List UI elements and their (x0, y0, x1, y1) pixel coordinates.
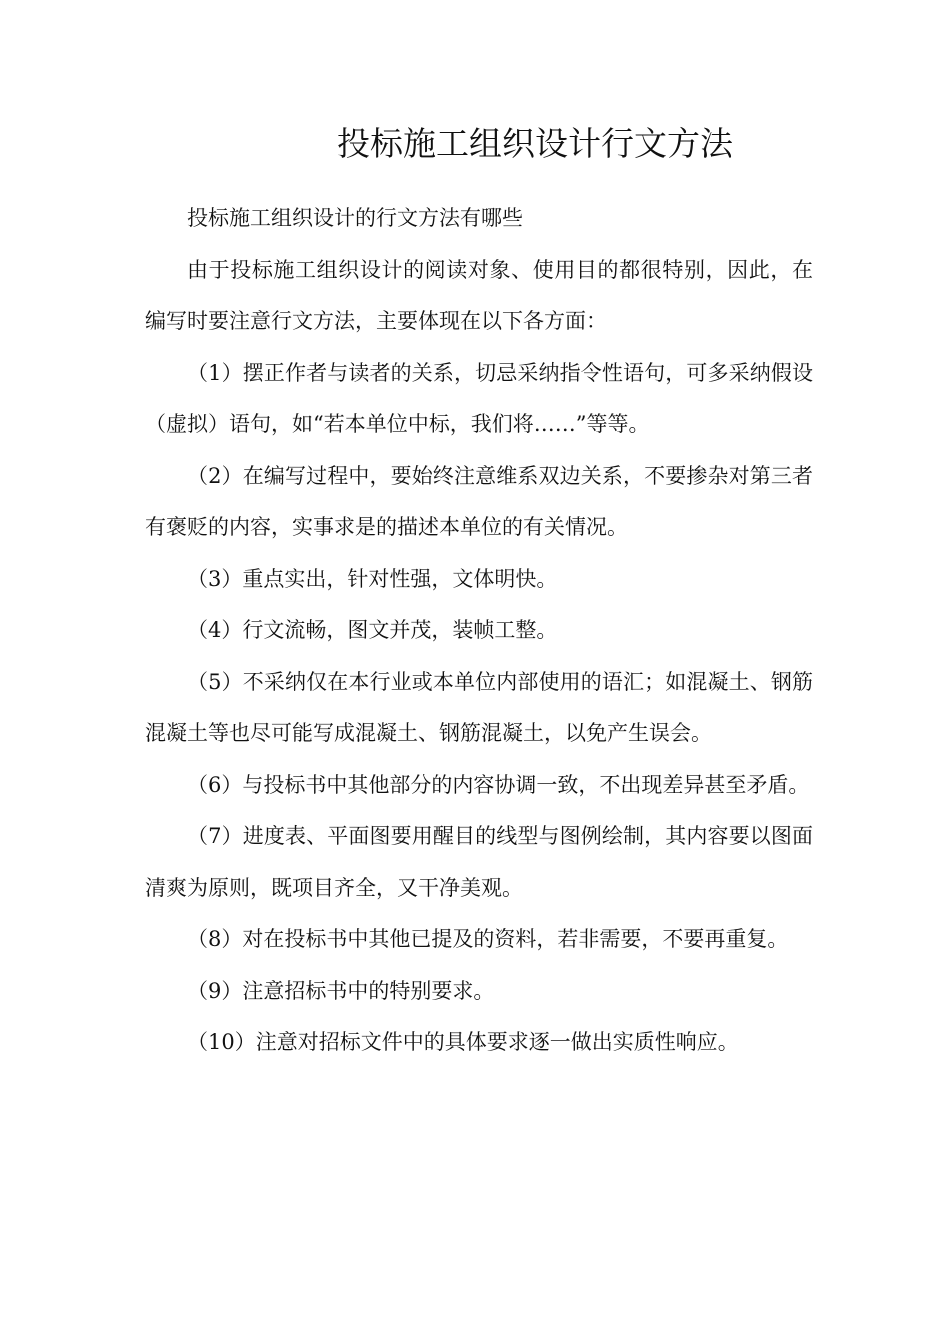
paragraph-item-2: （2）在编写过程中，要始终注意维系双边关系，不要掺杂对第三者有褒贬的内容，实事求是的描述本单位的有关情况。 (145, 463, 813, 539)
paragraph-item-7: （7）进度表、平面图要用醒目的线型与图例绘制，其内容要以图面清爽为原则，既项目齐全，又干净美观。 (145, 824, 813, 900)
paragraph-item-1: （1）摆正作者与读者的关系，切忌采纳指令性语句，可多采纳假设（虚拟）语句，如“若本单位中标，我们将……”等等。 (145, 360, 813, 436)
paragraph-intro: 由于投标施工组织设计的阅读对象、使用目的都很特别，因此，在编写时要注意行文方法，主要体现在以下各方面： (145, 257, 813, 333)
paragraph-item-10: （10）注意对招标文件中的具体要求逐一做出实质性响应。 (187, 1030, 739, 1054)
paragraph-subtitle: 投标施工组织设计的行文方法有哪些 (187, 206, 523, 230)
paragraph-item-3: （3）重点实出，针对性强，文体明快。 (187, 566, 558, 591)
paragraph-item-8: （8）对在投标书中其他已提及的资料，若非需要，不要再重复。 (187, 927, 789, 951)
paragraph-item-6: （6）与投标书中其他部分的内容协调一致，不出现差异甚至矛盾。 (187, 772, 810, 797)
paragraph-item-4: （4）行文流畅，图文并茂，装帧工整。 (187, 618, 558, 642)
paragraph-item-5: （5）不采纳仅在本行业或本单位内部使用的语汇；如混凝土、钢筋混凝土等也尽可能写成混凝土、钢筋混凝土，以免产生误会。 (145, 669, 813, 745)
paragraph-item-9: （9）注意招标书中的特别要求。 (187, 978, 495, 1003)
document-title: 投标施工组织设计行文方法 (337, 124, 733, 163)
document-body (145, 193, 813, 1069)
